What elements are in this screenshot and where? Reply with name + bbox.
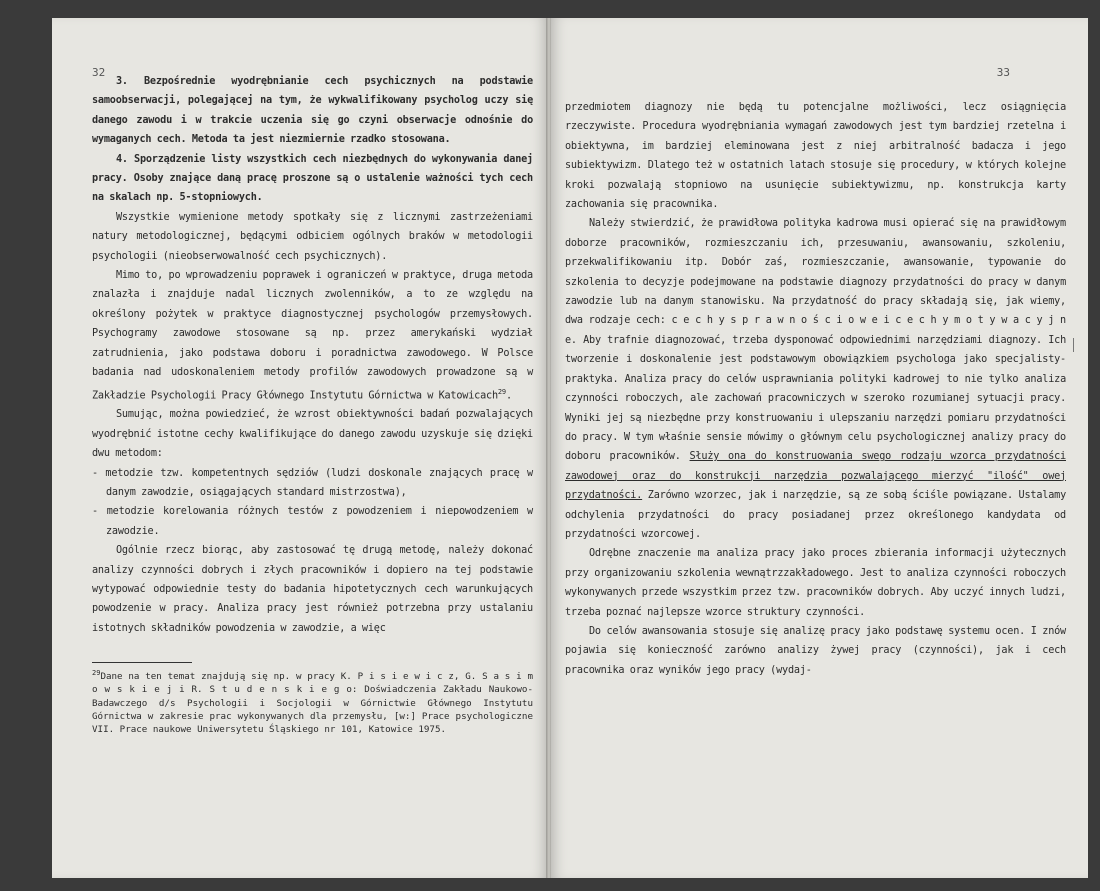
underlined-sentence: Służy ona do konstruowania swego rodzaju wzorca przydatności zawodowej oraz do konstrukcji narzędzia pozwalającego mierzyć "ilość" owej przydatności. — [565, 451, 1066, 502]
paragraph-training: Odrębne znaczenie ma analiza pracy jako proces zbierania informacji użytecznych przy organizowaniu szkolenia wewnątrzzakładowego. Jest to analiza czynności roboczych wykonywanych przede wszystkim przez tzw. pracowników dobrych. Aby uczyć innych ludzi, trzeba poznać najlepsze wzorce struktury czynności. — [565, 548, 1066, 618]
list-item-correlation: - metodzie korelowania różnych testów z powodzeniem i niepowodzeniem w zawodzie. — [92, 506, 533, 537]
paragraph-point-3: 3. Bezpośrednie wyodrębnianie cech psychicznych na podstawie samoobserwacji, polegającej na tym, że wykwalifikowany psycholog uczy się danego zawodu i w trakcie uczenia się go czyni obserwacje odnośnie do wymaganych cech. Metoda ta jest niezmiernie rzadko stosowana. — [92, 76, 533, 146]
footnote-reference: 29 — [497, 387, 506, 396]
left-page-text — [92, 72, 533, 638]
right-page-text — [565, 98, 1066, 680]
paragraph-continuation: przedmiotem diagnozy nie będą tu potencjalne możliwości, lecz osiągnięcia rzeczywiste. Procedura wyodrębniania wymagań zawodowych jest tym bardziej rzetelna i obiektywna, im bardziej eleminowana jest z niej arbitralność badacza i jego subiektywizm. Dlatego też w ostatnich latach stosuje się procedury, w których kolejne kroki pozwalają stopniowo na usunięcie subiektywizmu, np. konstrukcja karty zachowania się pracownika. — [565, 102, 1066, 211]
right-page — [551, 18, 1088, 878]
page-number-left: 32 — [92, 66, 106, 79]
paragraph-point-4: 4. Sporządzenie listy wszystkich cech niezbędnych do wykonywania danej pracy. Osoby znające daną pracę proszone są o ustalenie ważności tych cech na skalach np. 5-stopniowych. — [92, 153, 533, 204]
footnote-number: 29 — [92, 669, 101, 678]
page-number-right: 33 — [996, 66, 1010, 79]
paragraph-second-method: Mimo to, po wprowadzeniu poprawek i ograniczeń w praktyce, druga metoda znalazła i znajduje nadal licznych zwolenników, a to ze względu na określony pożytek w praktyce diagnostycznej psychologów przemysłowych. Psychogramy zawodowe stosowane są np. przez amerykański wydział zatrudnienia, jako podstawa doboru i poradnictwa zawodowego. W Polsce badania nad udoskonaleniem metody profilów zawodowych prowadzone są w Zakładzie Psychologii Pracy Głównego Instytutu Górnictwa w Katowicach$^{29}$. — [92, 270, 533, 401]
left-page — [52, 18, 547, 878]
paragraph-summary: Sumując, można powiedzieć, że wzrost obiektywności badań pozwalających wyodrębnić istotne cechy kwalifikujące do danego zawodu uzyskuje się dzięki dwu metodom: — [92, 409, 533, 460]
margin-mark — [1073, 338, 1074, 352]
paragraph-general: Ogólnie rzecz biorąc, aby zastosować tę drugą metodę, należy dokonać analizy czynności dobrych i złych pracowników i dopiero na tej podstawie wytypować odpowiednie testy do badania hipotetycznych cech warunkujących powodzenie w pracy. Analiza pracy jest również potrzebna przy ustalaniu istotnych składników powodzenia w zawodzie, a więc — [92, 545, 533, 634]
list-item-judges: - metodzie tzw. kompetentnych sędziów (ludzi doskonale znających pracę w danym zawodzie, osiągających standard mistrzostwa), — [92, 467, 533, 498]
paragraph-methods-critique: Wszystkie wymienione metody spotkały się z licznymi zastrzeżeniami natury metodologicznej, będącymi odbiciem ogólnych braków w metodologii psychologii (nieobserwowalność cech psychicznych). — [92, 211, 533, 262]
footnote-text: $^{29}$Dane na ten temat znajdują się np. w pracy K. P i s i e w i c z, G. S a s i m o w s k i e j i R. S t u d e n s k i e g o: Doświadczenia Zakładu Naukowo-Badawczego d/s Psychologii i Socjologii w Górnictwie Głównego Instytutu Górnictwa w zakresie prac wykonywanych dla przemysłu, [w:] Prace psychologiczne VII. Prace naukowe Uniwersytetu Śląskiego nr 101, Katowice 1975. — [92, 669, 533, 736]
paragraph-personnel-policy: Należy stwierdzić, że prawidłowa polityka kadrowa musi opierać się na prawidłowym doborze pracowników, rozmieszczaniu ich, przesuwaniu, awansowaniu, szkoleniu, przekwalifikowaniu itp. Dobór zaś, rozmieszczanie, awansowanie, typowanie do szkolenia to decyzje podejmowane na podstawie diagnozy przydatności do pracy w danym zawodzie lub na danym stanowisku. Na przydatność do pracy składają się, jak wiemy, dwa rodzaje cech: c e c h y s p r a w n o ś c i o w e i c e c h y m o t y w a c y j n e. Aby trafnie diagnozować, trzeba dysponować odpowiednimi narzędziami diagnozy. Ich tworzenie i doskonalenie jest podstawowym obowiązkiem psychologa jako specjalisty-praktyka. Analiza pracy do celów usprawniania polityki kadrowej to nie tylko analiza czynności roboczych, ale zachowań pracowniczych w szeroko rozumianej sytuacji pracy. Wyniki jej są niezbędne przy konstruowaniu i ulepszaniu narzędzi pomiaru przydatności do pracy. W tym właśnie sensie mówimy o głównym celu psychologicznej analizy pracy do doboru pracowników. Służy ona do konstruowania swego rodzaju wzorca przydatności zawodowej oraz do konstrukcji narzędzia pozwalającego mierzyć "ilość" owej przydatności. Zarówno wzorzec, jak i narzędzie, są ze sobą ściśle powiązane. Ustalamy odchylenia przydatności do pracy posiadanej przez określonego kandydata od przydatności wzorcowej. — [565, 218, 1066, 540]
footnote-divider — [92, 662, 192, 663]
paragraph-promotion: Do celów awansowania stosuje się analizę pracy jako podstawę systemu ocen. I znów pojawia się konieczność zarówno analizy żywej pracy (czynności), jak i cech pracownika oraz wyników jego pracy (wydaj- — [565, 625, 1066, 676]
footnote — [92, 667, 533, 736]
